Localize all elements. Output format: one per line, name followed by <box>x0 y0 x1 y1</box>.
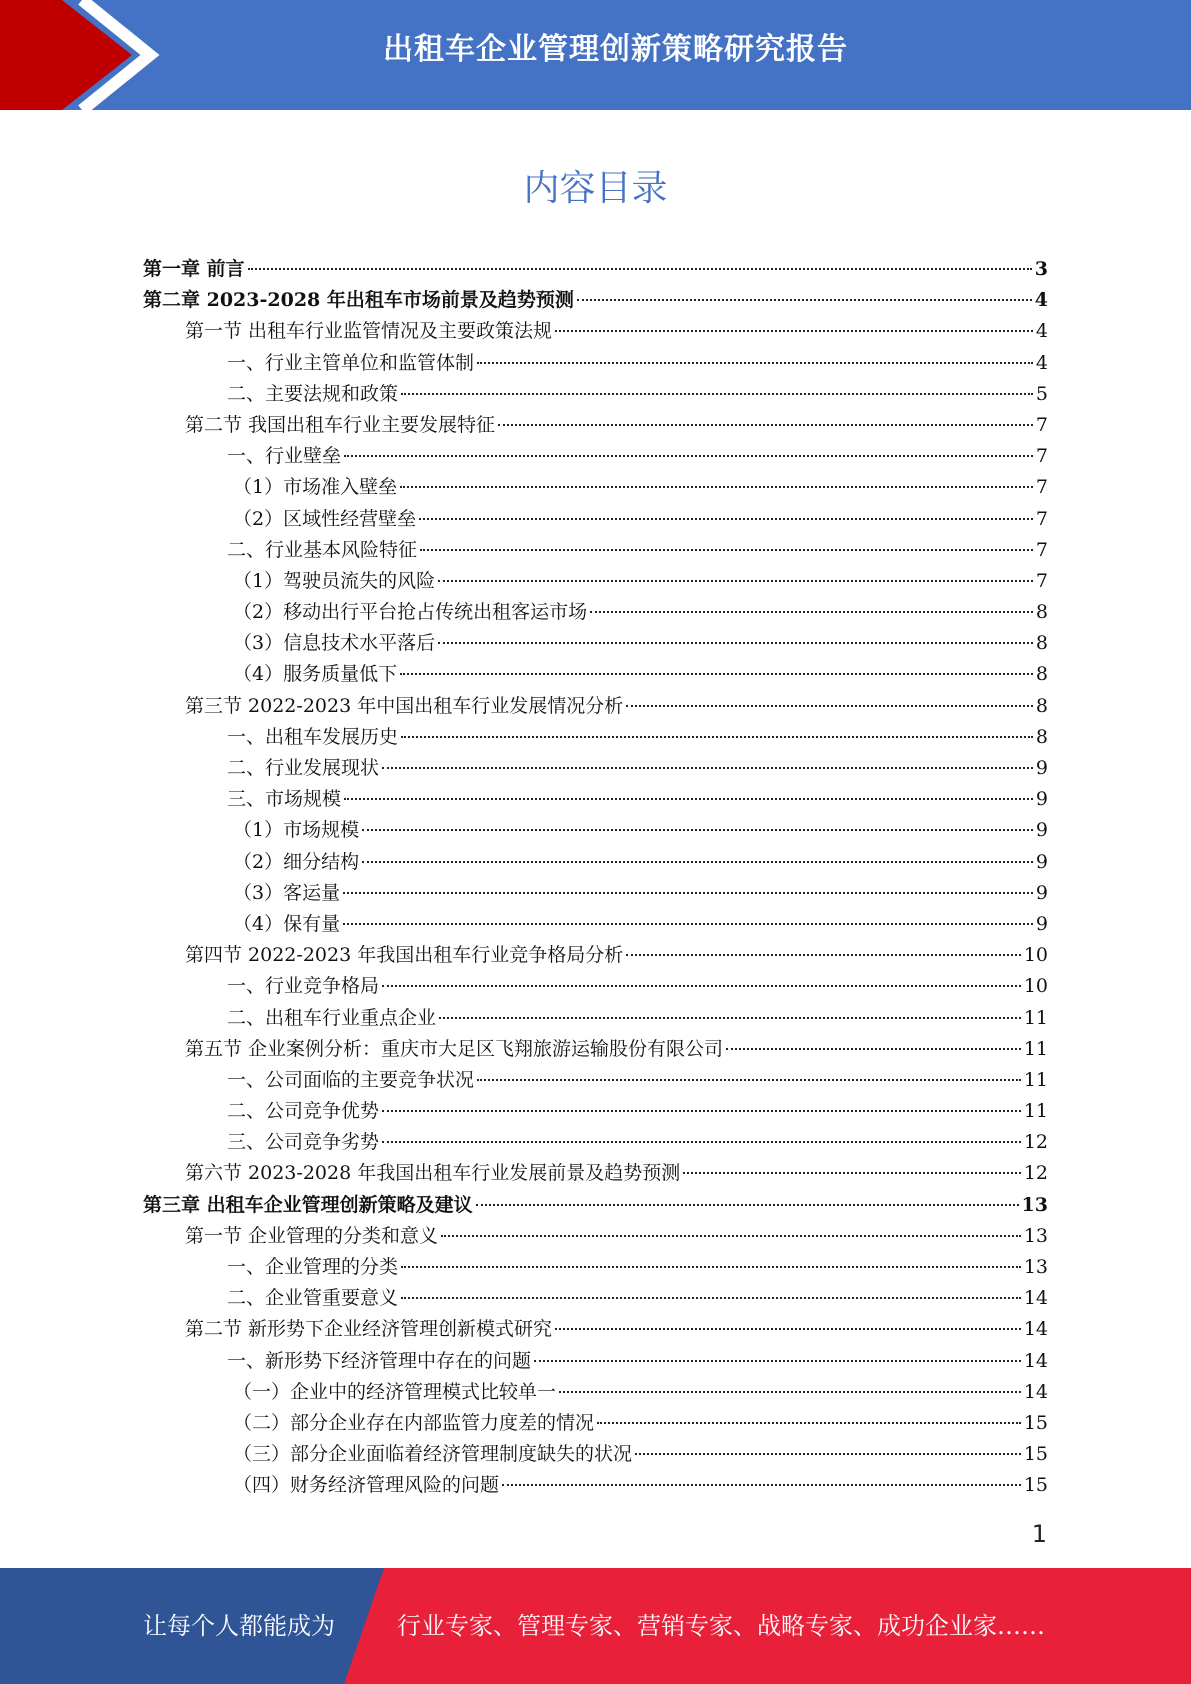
toc-entry[interactable] <box>143 379 1048 410</box>
toc-entry[interactable] <box>143 1034 1048 1065</box>
toc-entry-label: （三）部分企业面临着经济管理制度缺失的状况 <box>233 1443 633 1466</box>
toc-entry-page: 14 <box>1023 1349 1048 1372</box>
toc-entry[interactable] <box>143 566 1048 597</box>
toc-leader-dots <box>401 736 1033 738</box>
toc-entry-page: 7 <box>1035 413 1048 436</box>
toc-entry-page: 9 <box>1035 881 1048 904</box>
toc-entry-label: （1）市场规模 <box>233 819 360 842</box>
table-of-contents <box>143 254 1048 1502</box>
toc-entry[interactable] <box>143 1127 1048 1158</box>
toc-entry-label: 二、企业管重要意义 <box>227 1287 399 1310</box>
toc-entry-page: 7 <box>1035 538 1048 561</box>
toc-leader-dots <box>577 299 1032 301</box>
toc-entry-page: 8 <box>1035 694 1048 717</box>
toc-entry-label: （4）服务质量低下 <box>233 663 398 686</box>
toc-entry-page: 4 <box>1035 320 1048 343</box>
toc-entry[interactable] <box>143 1158 1048 1189</box>
toc-entry[interactable] <box>143 535 1048 566</box>
toc-entry-label: 二、主要法规和政策 <box>227 382 399 405</box>
toc-entry-label: （3）客运量 <box>233 881 341 904</box>
toc-entry-label: （4）保有量 <box>233 912 341 935</box>
toc-entry[interactable] <box>143 1283 1048 1314</box>
toc-entry-label: 第三节 2022-2023 年中国出租车行业发展情况分析 <box>185 694 624 717</box>
toc-entry[interactable] <box>143 1346 1048 1377</box>
toc-entry-page: 9 <box>1035 850 1048 873</box>
toc-entry-page: 11 <box>1023 1100 1048 1123</box>
toc-leader-dots <box>362 861 1033 863</box>
toc-entry-label: 第一节 企业管理的分类和意义 <box>185 1224 439 1247</box>
toc-entry-label: 第二节 我国出租车行业主要发展特征 <box>185 413 496 436</box>
toc-entry-label: 第二章 2023-2028 年出租车市场前景及趋势预测 <box>143 289 574 312</box>
toc-entry[interactable] <box>143 1003 1048 1034</box>
toc-leader-dots <box>441 1235 1021 1237</box>
toc-entry-page: 8 <box>1035 632 1048 655</box>
toc-entry-label: 第一节 出租车行业监管情况及主要政策法规 <box>185 320 553 343</box>
toc-entry-label: 二、出租车行业重点企业 <box>227 1006 437 1029</box>
toc-entry-label: 一、企业管理的分类 <box>227 1256 399 1278</box>
toc-entry[interactable] <box>143 1314 1048 1345</box>
toc-entry[interactable] <box>143 1252 1048 1283</box>
toc-entry[interactable] <box>143 815 1048 846</box>
toc-entry-label: 第五节 企业案例分析：重庆市大足区飞翔旅游运输股份有限公司 <box>185 1037 724 1060</box>
toc-entry-label: 二、公司竞争优势 <box>227 1100 380 1123</box>
toc-entry[interactable] <box>143 1065 1048 1096</box>
toc-leader-dots <box>555 330 1033 332</box>
toc-entry-page: 7 <box>1035 476 1048 499</box>
toc-leader-dots <box>343 923 1033 925</box>
toc-entry[interactable] <box>143 1190 1048 1221</box>
toc-leader-dots <box>419 518 1033 520</box>
toc-entry-label: 第一章 前言 <box>143 258 245 280</box>
toc-heading: 内容目录 <box>523 168 668 209</box>
toc-leader-dots <box>438 580 1033 582</box>
toc-entry-page: 14 <box>1023 1287 1048 1310</box>
toc-leader-dots <box>534 1360 1021 1362</box>
toc-entry[interactable] <box>143 1470 1048 1501</box>
toc-leader-dots <box>555 1328 1021 1330</box>
footer-band <box>0 1568 1191 1684</box>
toc-leader-dots <box>477 1079 1021 1081</box>
toc-leader-dots <box>726 1048 1021 1050</box>
toc-entry-label: 二、行业基本风险特征 <box>227 538 418 561</box>
toc-leader-dots <box>382 767 1033 769</box>
toc-entry-page: 9 <box>1035 788 1048 811</box>
toc-leader-dots <box>401 393 1033 395</box>
toc-entry[interactable] <box>143 878 1048 909</box>
toc-entry-label: （1）驾驶员流失的风险 <box>233 569 436 592</box>
toc-entry-page: 10 <box>1023 944 1048 967</box>
toc-entry[interactable] <box>143 597 1048 628</box>
toc-leader-dots <box>382 1110 1021 1112</box>
toc-entry-label: 第二节 新形势下企业经济管理创新模式研究 <box>185 1318 553 1341</box>
toc-entry[interactable] <box>143 410 1048 441</box>
toc-entry-page: 12 <box>1023 1162 1048 1185</box>
toc-entry-label: （2）移动出行平台抢占传统出租客运市场 <box>233 601 588 624</box>
toc-entry-page: 13 <box>1021 1193 1048 1216</box>
toc-entry[interactable] <box>143 1408 1048 1439</box>
toc-entry[interactable] <box>143 1096 1048 1127</box>
toc-entry[interactable] <box>143 316 1048 347</box>
toc-entry[interactable] <box>143 285 1048 316</box>
toc-leader-dots <box>438 642 1033 644</box>
toc-leader-dots <box>439 1017 1021 1019</box>
toc-entry-label: 一、公司面临的主要竞争状况 <box>227 1068 475 1091</box>
toc-entry-page: 11 <box>1023 1068 1048 1091</box>
toc-leader-dots <box>498 424 1033 426</box>
toc-entry-page: 15 <box>1023 1411 1048 1434</box>
toc-entry-label: 二、行业发展现状 <box>227 757 380 779</box>
toc-entry-page: 4 <box>1034 289 1048 312</box>
toc-entry[interactable] <box>143 659 1048 690</box>
footer-slogan-right: 行业专家、管理专家、营销专家、战略专家、成功企业家…… <box>397 1612 1045 1640</box>
toc-entry[interactable] <box>143 441 1048 472</box>
toc-leader-dots <box>382 985 1021 987</box>
toc-entry[interactable] <box>143 722 1048 753</box>
toc-entry-page: 9 <box>1035 819 1048 842</box>
report-title: 出租车企业管理创新策略研究报告 <box>383 32 848 67</box>
toc-entry-label: （1）市场准入壁垒 <box>233 476 398 499</box>
toc-entry[interactable] <box>143 847 1048 878</box>
toc-entry-page: 12 <box>1023 1131 1048 1154</box>
toc-leader-dots <box>344 798 1033 800</box>
toc-leader-dots <box>420 549 1033 551</box>
toc-entry-label: （3）信息技术水平落后 <box>233 632 436 655</box>
toc-entry[interactable] <box>143 254 1048 285</box>
toc-entry-page: 11 <box>1023 1006 1048 1029</box>
toc-leader-dots <box>626 705 1033 707</box>
toc-leader-dots <box>400 673 1033 675</box>
toc-entry-label: （一）企业中的经济管理模式比较单一 <box>233 1380 557 1403</box>
toc-leader-dots <box>248 268 1032 270</box>
toc-entry-label: 第六节 2023-2028 年我国出租车行业发展前景及趋势预测 <box>185 1162 681 1185</box>
toc-leader-dots <box>362 829 1033 831</box>
toc-entry-page: 7 <box>1035 569 1048 592</box>
toc-entry-page: 9 <box>1035 757 1048 779</box>
toc-entry-page: 10 <box>1023 975 1048 998</box>
toc-entry-label: 第三章 出租车企业管理创新策略及建议 <box>143 1193 473 1216</box>
toc-entry[interactable] <box>143 691 1048 722</box>
toc-entry-label: 一、行业壁垒 <box>227 445 342 468</box>
page-number: 1 <box>1031 1520 1047 1548</box>
toc-entry[interactable] <box>143 1377 1048 1408</box>
toc-leader-dots <box>635 1453 1021 1455</box>
toc-entry[interactable] <box>143 971 1048 1002</box>
toc-leader-dots <box>502 1484 1021 1486</box>
toc-entry-label: 一、新形势下经济管理中存在的问题 <box>227 1349 532 1372</box>
toc-entry-page: 14 <box>1023 1318 1048 1341</box>
toc-entry[interactable] <box>143 1439 1048 1470</box>
toc-leader-dots <box>590 611 1033 613</box>
toc-leader-dots <box>597 1422 1021 1424</box>
toc-entry[interactable] <box>143 628 1048 659</box>
toc-leader-dots <box>400 486 1033 488</box>
toc-leader-dots <box>401 1266 1021 1268</box>
toc-leader-dots <box>401 1297 1021 1299</box>
toc-entry[interactable] <box>143 504 1048 535</box>
toc-entry-label: （2）细分结构 <box>233 850 360 873</box>
toc-leader-dots <box>382 1141 1021 1143</box>
toc-leader-dots <box>476 1204 1019 1206</box>
toc-entry-page: 8 <box>1035 725 1048 748</box>
toc-entry[interactable] <box>143 1221 1048 1252</box>
toc-entry-page: 13 <box>1023 1224 1048 1247</box>
toc-entry-page: 14 <box>1023 1380 1048 1403</box>
toc-entry-label: 第四节 2022-2023 年我国出租车行业竞争格局分析 <box>185 944 624 967</box>
toc-entry-label: 三、市场规模 <box>227 788 342 811</box>
toc-entry[interactable] <box>143 472 1048 503</box>
toc-entry[interactable] <box>143 784 1048 815</box>
toc-entry-label: 一、行业主管单位和监管体制 <box>227 351 475 374</box>
toc-entry-label: 一、出租车发展历史 <box>227 725 399 748</box>
toc-entry[interactable] <box>143 753 1048 784</box>
toc-entry-page: 5 <box>1035 382 1048 405</box>
toc-leader-dots <box>477 362 1033 364</box>
toc-entry-label: 一、行业竞争格局 <box>227 975 380 998</box>
toc-leader-dots <box>683 1172 1021 1174</box>
footer-slogan-left: 让每个人都能成为 <box>143 1612 335 1640</box>
toc-leader-dots <box>344 455 1033 457</box>
toc-entry-page: 13 <box>1023 1256 1048 1278</box>
toc-entry-page: 11 <box>1023 1037 1048 1060</box>
toc-entry-page: 3 <box>1034 258 1048 280</box>
toc-leader-dots <box>343 892 1033 894</box>
toc-entry-page: 8 <box>1035 601 1048 624</box>
toc-entry-label: （四）财务经济管理风险的问题 <box>233 1474 500 1497</box>
toc-leader-dots <box>559 1391 1021 1393</box>
toc-entry-page: 7 <box>1035 445 1048 468</box>
toc-entry-page: 7 <box>1035 507 1048 530</box>
toc-entry-page: 8 <box>1035 663 1048 686</box>
toc-entry-page: 15 <box>1023 1443 1048 1466</box>
toc-entry[interactable] <box>143 909 1048 940</box>
header-band <box>0 0 1191 110</box>
toc-entry[interactable] <box>143 940 1048 971</box>
toc-entry-label: （2）区域性经营壁垒 <box>233 507 417 530</box>
toc-entry[interactable] <box>143 348 1048 379</box>
toc-entry-page: 4 <box>1035 351 1048 374</box>
toc-leader-dots <box>626 954 1021 956</box>
toc-entry-label: 三、公司竞争劣势 <box>227 1131 380 1154</box>
toc-entry-page: 15 <box>1023 1474 1048 1497</box>
toc-entry-label: （二）部分企业存在内部监管力度差的情况 <box>233 1411 595 1434</box>
toc-entry-page: 9 <box>1035 912 1048 935</box>
